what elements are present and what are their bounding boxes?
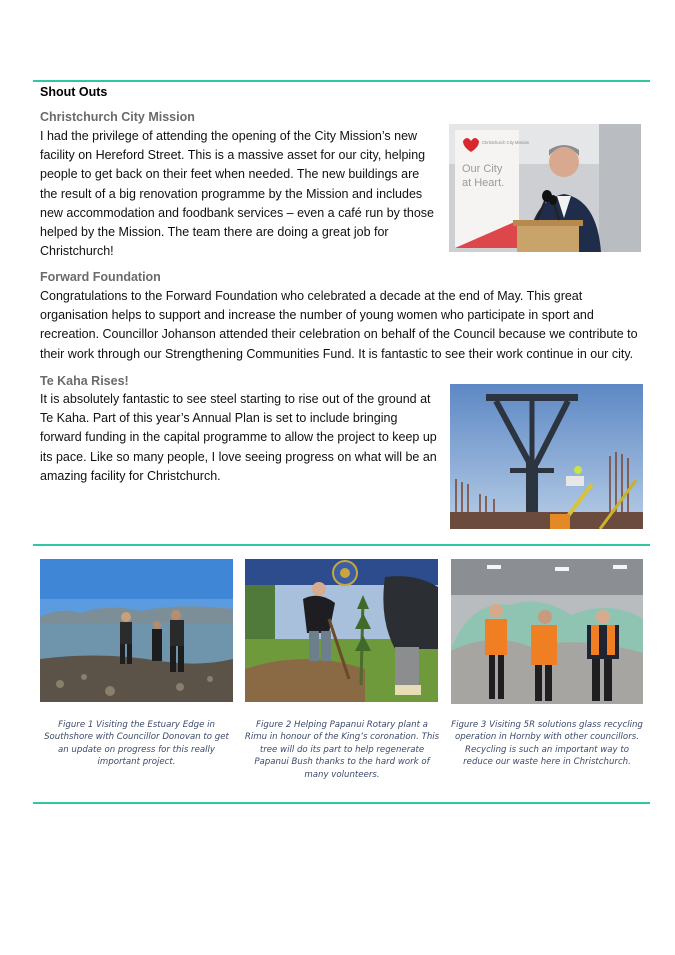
figure-2-tree-planting-photo: [245, 559, 438, 702]
figure-2-caption: Figure 2 Helping Papanui Rotary plant a Rimu in honour of the King’s coronation. This tree will do its part to help regenerate Papanui Bush thanks to the hard work of many volunteers.: [244, 720, 440, 780]
bottom-divider: [33, 802, 650, 804]
section-title: Shout Outs: [40, 85, 108, 99]
banner-line-1: Our City: [462, 163, 503, 175]
city-mission-photo: [449, 124, 641, 252]
mission-body: I had the privilege of attending the opening of the City Mission’s new facility on Hereford Street. This is a massive asset for our city, helping people to get back on their feet when needed. The new buildings are the result of a big renovation programme by the Mission and includes new accommodation and foodbank services – even a café run by those helped by the Mission. The team there are doing a great job for Christchurch!: [40, 129, 434, 259]
te-kaha-construction-photo: [450, 384, 643, 529]
figure-1-estuary-photo: [40, 559, 233, 702]
banner-line-2: at Heart.: [462, 177, 505, 189]
banner-org-name: Christchurch City Mission: [482, 140, 530, 145]
middle-divider: [33, 544, 650, 546]
tekaha-body: It is absolutely fantastic to see steel starting to rise out of the ground at Te Kaha. Part of this year’s Annual Plan is set to include bringing forward funding in the capital programme to allow the project to keep up its pace. Like so many people, I love seeing progress on what will be an amazing facility for Christchurch.: [40, 392, 437, 483]
figure-1-caption: Figure 1 Visiting the Estuary Edge in Southshore with Councillor Donovan to get an update on progress for this really important project.: [44, 720, 229, 768]
figure-3-caption: Figure 3 Visiting 5R solutions glass recycling operation in Hornby with other councillors. Recycling is such an important way to reduce our waste here in Christchurch.: [451, 720, 643, 768]
mission-heading: Christchurch City Mission: [40, 110, 195, 124]
figure-3-glass-recycling-photo: [451, 559, 643, 704]
forward-heading: Forward Foundation: [40, 270, 161, 284]
forward-body: Congratulations to the Forward Foundation who celebrated a decade at the end of May. This great organisation helps to support and increase the number of young women who participate in sport and recreation. Councillor Johanson attended their celebration on behalf of the Council because we contribute to their work through our Strengthening Communities Fund. It is fantastic to see their work continue in our city.: [40, 289, 638, 361]
top-divider: [33, 80, 650, 82]
tekaha-heading: Te Kaha Rises!: [40, 374, 129, 388]
